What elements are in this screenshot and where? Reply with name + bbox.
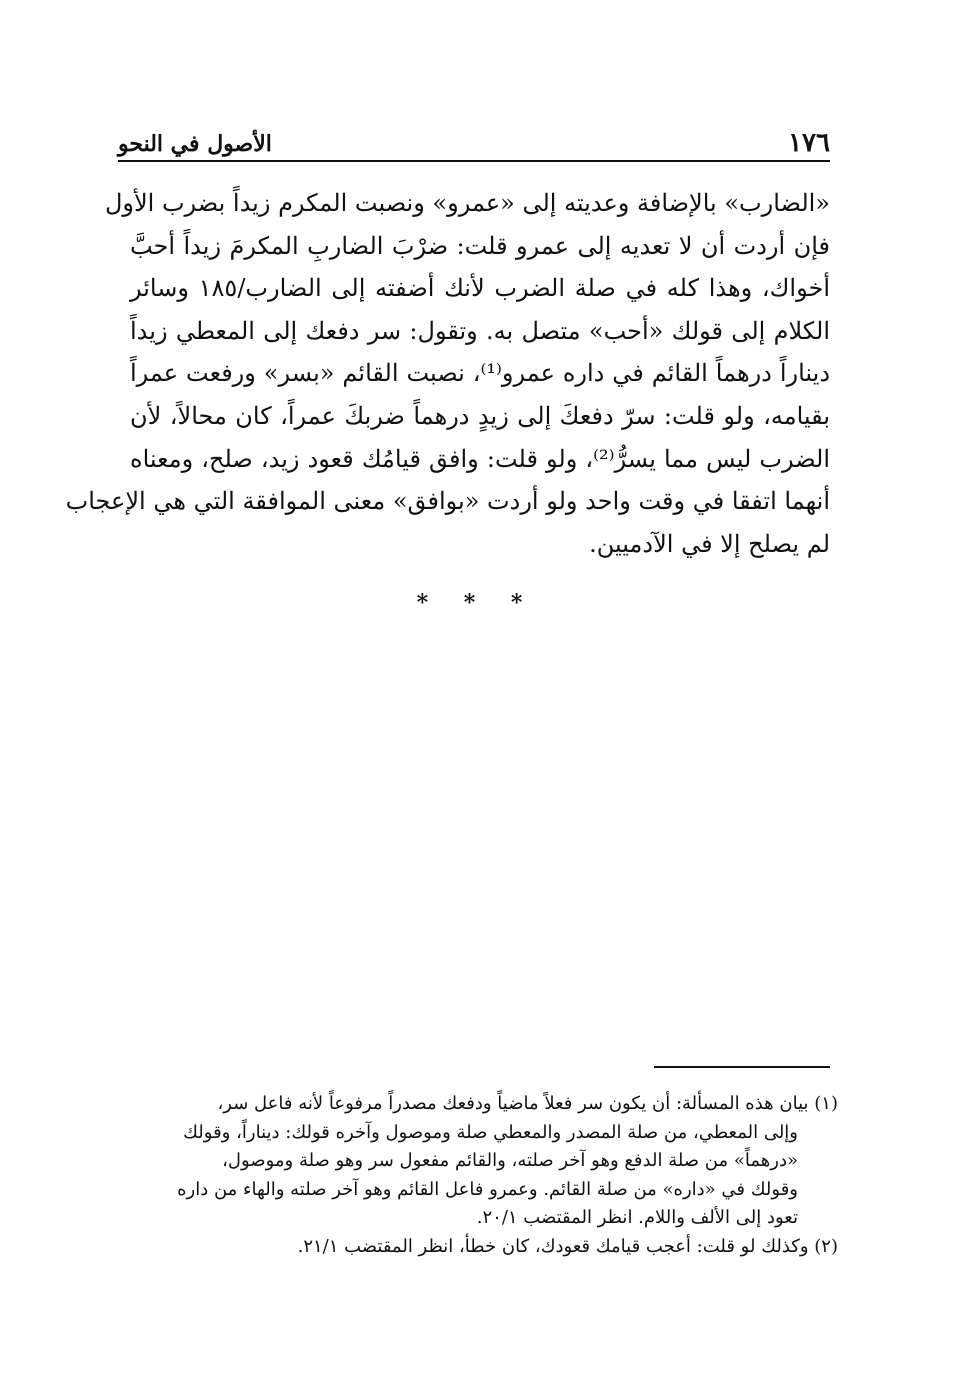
header-rule (118, 160, 830, 162)
footnote-line: وإلى المعطي، من صلة المصدر والمعطي صلة وموصول وآخره قولك: ديناراً، وقولك (183, 1121, 798, 1143)
footnote-line: تعود إلى الألف واللام. انظر المقتضب ٢٠/١. (476, 1207, 798, 1229)
body-line: أنهما اتفقا في وقت واحد ولو أردت «بوافق» معنى الموافقة التي هي الإعجاب (65, 487, 830, 516)
body-line: لم يصلح إلا في الآدميين. (589, 529, 830, 558)
footnote-line: (٢) وكذلك لو قلت: أعجب قيامك قعودك، كان خطأ، انظر المقتضب ٢١/١. (297, 1235, 838, 1257)
footnote-line: «درهماً» من صلة الدفع وهو آخر صلته، والقائم مفعول سر وهو صلة وموصول، (222, 1150, 798, 1172)
body-line: ديناراً درهماً القائم في داره عمرو⁽¹⁾، نصبت القائم «بسر» ورفعت عمراً (130, 359, 831, 388)
body-line: أخواك، وهذا كله في صلة الضرب لأنك أضفته إلى الضارب/١٨٥ وسائر (130, 274, 830, 303)
page-number: ١٧٦ (788, 128, 830, 158)
body-line: الضرب ليس مما يسرُّ⁽²⁾، ولو قلت: وافق قيامُك قعود زيد، صلح، ومعناه (130, 444, 830, 473)
body-line: «الضارب» بالإضافة وعديته إلى «عمرو» ونصبت المكرم زيداً بضرب الأول (104, 189, 830, 217)
body-text (65, 182, 831, 565)
section-divider: * * * (416, 590, 537, 616)
footnote-line: (١) بيان هذه المسألة: أن يكون سر فعلاً ماضياً ودفعك مصدراً مرفوعاً لأنه فاعل سر، (217, 1093, 838, 1114)
footnotes (130, 1090, 838, 1262)
body-line: بقيامه، ولو قلت: سرّ دفعكَ إلى زيدٍ درهماً ضربكَ عمراً، كان محالاً، لأن (130, 401, 830, 430)
footnote-rule (654, 1066, 830, 1068)
page-header (118, 128, 830, 162)
body-line: الكلام إلى قولك «أحب» متصل به. وتقول: سر دفعك إلى المعطي زيداً (130, 316, 830, 345)
running-title: الأصول في النحو (118, 131, 272, 157)
body-line: فإن أردت أن لا تعديه إلى عمرو قلت: ضرْبَ الضاربِ المكرمَ زيداً أحبَّ (130, 231, 830, 260)
footnote-1 (130, 1090, 838, 1233)
footnote-2 (130, 1233, 838, 1262)
footnote-line: وقولك في «داره» من صلة القائم. وعمرو فاعل القائم وهو آخر صلته والهاء من داره (177, 1178, 798, 1200)
